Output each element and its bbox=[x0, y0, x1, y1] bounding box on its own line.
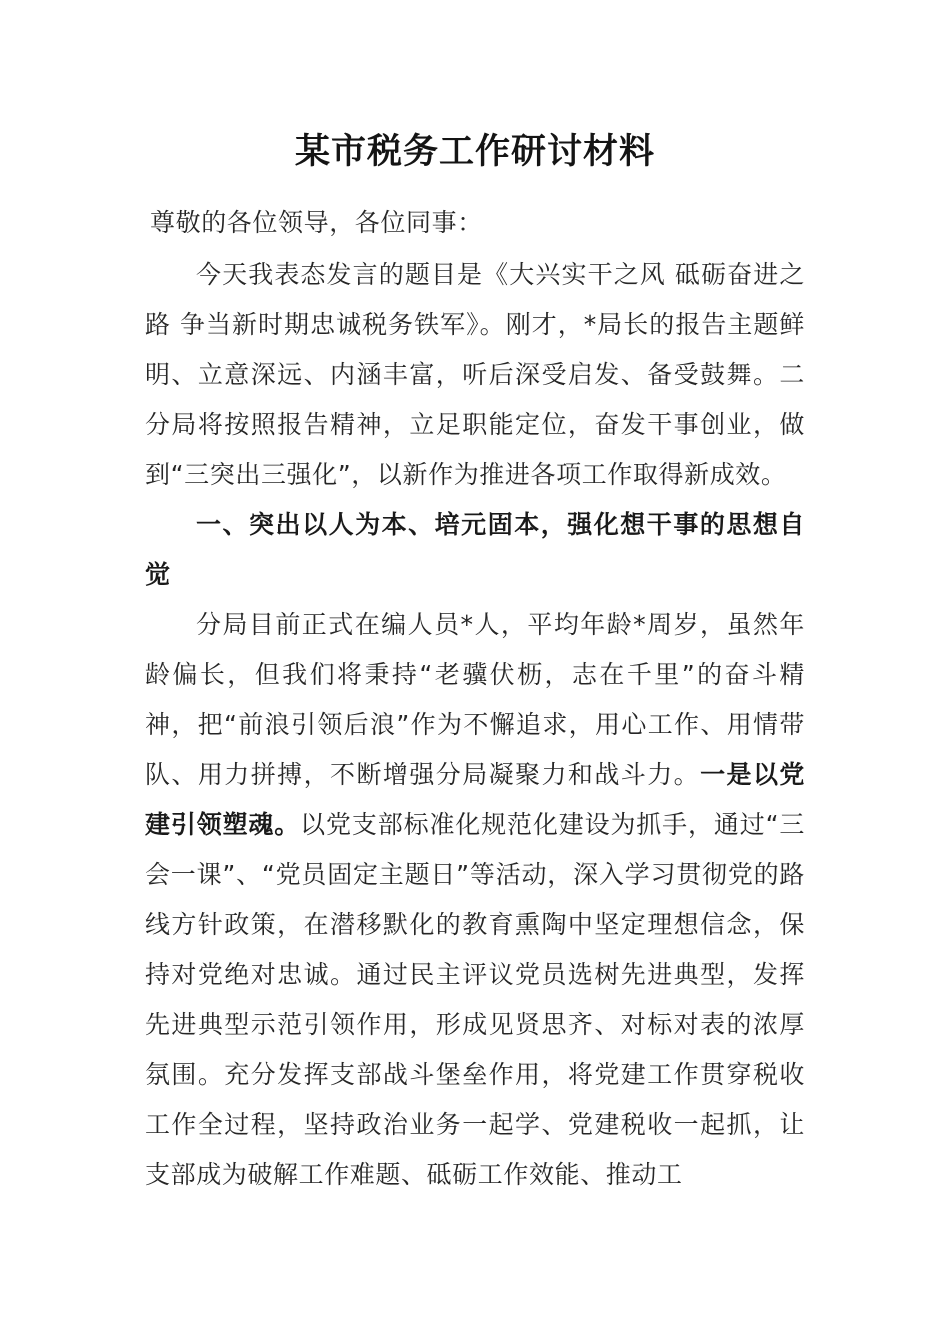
section-paragraph-rest: 以党支部标准化规范化建设为抓手，通过“三会一课”、“党员固定主题日”等活动，深入学习贯彻党的路线方针政策，在潜移默化的教育熏陶中坚定理想信念，保持对党绝对忠诚。通过民主评议党员选树先进典型，发挥先进典型示范引领作用，形成见贤思齐、对标对表的浓厚氛围。充分发挥支部战斗堡垒作用，将党建工作贯穿税收工作全过程，坚持政治业务一起学、党建税收一起抓，让支部成为破解工作难题、砥砺工作效能、推动工 bbox=[145, 810, 805, 1189]
section-paragraph-bold-point: 一是以党建引领塑魂。 bbox=[145, 760, 805, 839]
salutation: 尊敬的各位领导，各位同事： bbox=[150, 208, 483, 237]
section-paragraph bbox=[145, 600, 805, 1200]
section-paragraph-lead: 分局目前正式在编人员*人，平均年龄*周岁，虽然年龄偏长，但我们将秉持“老骥伏枥，志在千里”的奋斗精神，把“前浪引领后浪”作为不懈追求，用心工作、用情带队、用力拼搏，不断增强分局凝聚力和战斗力。 bbox=[145, 610, 805, 789]
section-heading: 一、突出以人为本、培元固本，强化想干事的思想自觉 bbox=[145, 510, 805, 589]
intro-paragraph: 今天我表态发言的题目是《大兴实干之风 砥砺奋进之路 争当新时期忠诚税务铁军》。刚才，*局长的报告主题鲜明、立意深远、内涵丰富，听后深受启发、备受鼓舞。二分局将按照报告精神，立足职能定位，奋发干事创业，做到“三突出三强化”，以新作为推进各项工作取得新成效。 bbox=[145, 260, 805, 489]
document-title: 某市税务工作研讨材料 bbox=[294, 131, 655, 172]
